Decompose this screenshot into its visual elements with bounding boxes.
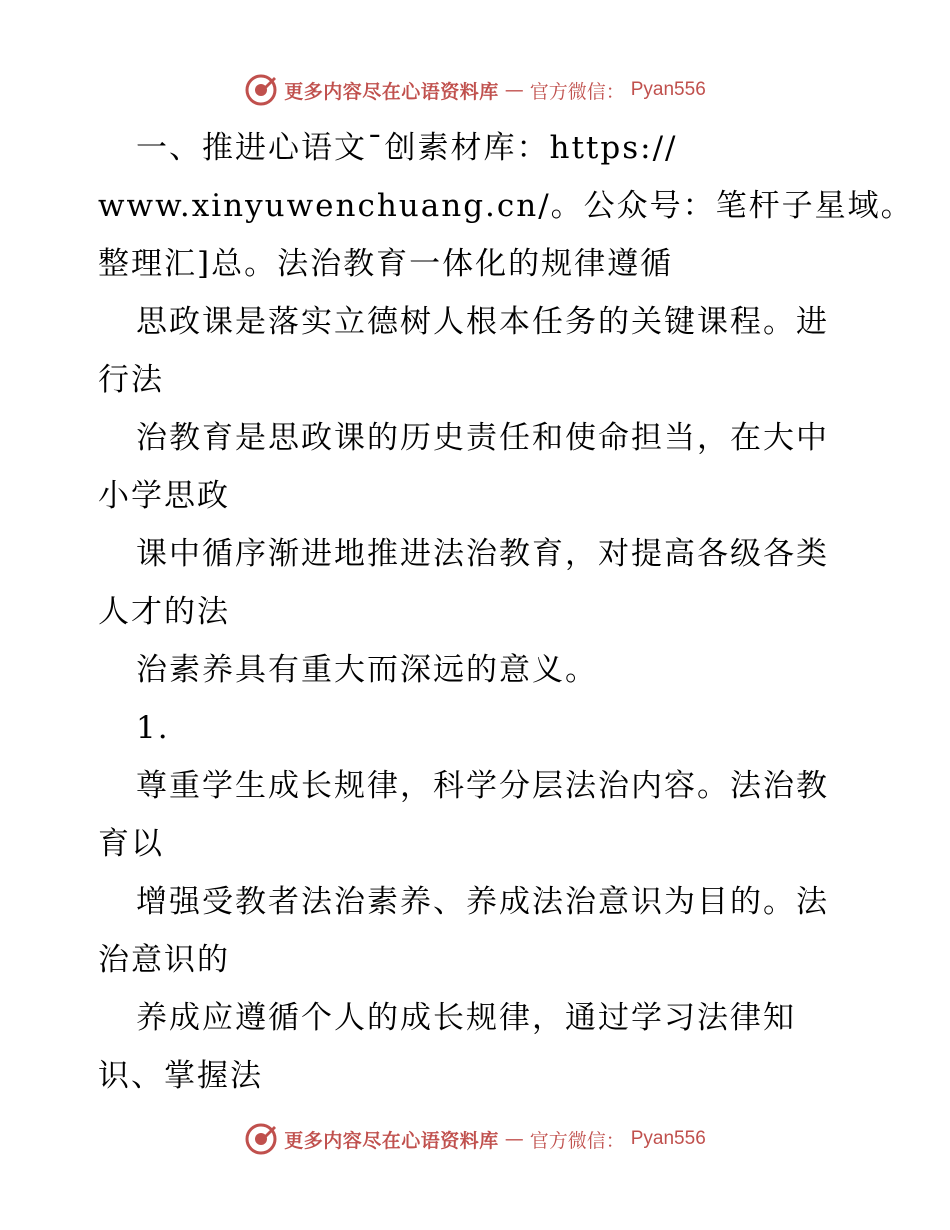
body-line: 行法 bbox=[98, 362, 164, 398]
footer-official-label: 官方微信： bbox=[529, 1129, 625, 1152]
body-line: 育以 bbox=[98, 826, 164, 862]
brand-logo-icon bbox=[244, 73, 278, 107]
body-line: 一、推进心语文¯创素材库：https:// bbox=[136, 130, 678, 166]
document-body bbox=[98, 119, 914, 1105]
header-official-label: 官方微信： bbox=[529, 80, 625, 103]
footer-dash: — bbox=[504, 1128, 524, 1150]
body-line: 养成应遵循个人的成长规律，通过学习法律知 bbox=[136, 1000, 796, 1036]
body-line: 治教育是思政课的历史责任和使命担当，在大中 bbox=[136, 420, 829, 456]
footer-wechat-id: Pyan556 bbox=[630, 1128, 706, 1149]
body-line: 识、掌握法 bbox=[98, 1058, 263, 1094]
body-line: 尊重学生成长规律，科学分层法治内容。法治教 bbox=[136, 768, 829, 804]
body-line: 课中循序渐进地推进法治教育，对提高各级各类 bbox=[136, 536, 829, 572]
body-line: www.xinyuwenchuang.cn/。公众号：笔杆子星域。 bbox=[98, 188, 914, 224]
body-line: 小学思政 bbox=[98, 478, 230, 514]
brand-logo-icon bbox=[244, 1122, 278, 1156]
header-slogan: 更多内容尽在心语资料库 bbox=[284, 80, 499, 103]
body-line: 整理汇]总。法治教育一体化的规律遵循 bbox=[98, 246, 674, 282]
header-banner bbox=[0, 70, 950, 110]
header-dash: — bbox=[504, 79, 524, 101]
body-line: 人才的法 bbox=[98, 594, 230, 630]
body-line: 治意识的 bbox=[98, 942, 230, 978]
header-wechat-id: Pyan556 bbox=[630, 79, 706, 100]
footer-banner bbox=[0, 1119, 950, 1159]
body-line: 治素养具有重大而深远的意义。 bbox=[136, 652, 598, 688]
body-line: 思政课是落实立德树人根本任务的关键课程。进 bbox=[136, 304, 829, 340]
footer-slogan: 更多内容尽在心语资料库 bbox=[284, 1129, 499, 1152]
body-line: 1. bbox=[136, 710, 170, 746]
body-line: 增强受教者法治素养、养成法治意识为目的。法 bbox=[136, 884, 829, 920]
